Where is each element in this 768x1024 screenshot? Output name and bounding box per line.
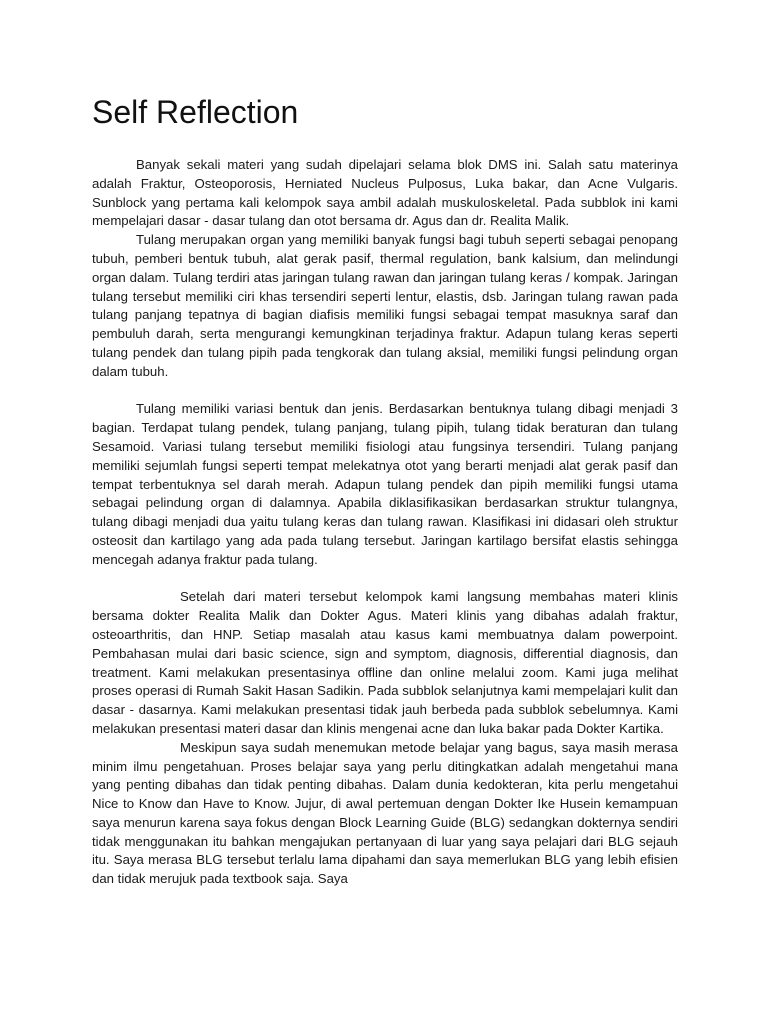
paragraph: Tulang memiliki variasi bentuk dan jenis. Berdasarkan bentuknya tulang dibagi menjadi 3 bagian. Terdapat tulang pendek, tulang panjang, tulang pipih, tulang tidak beraturan dan tulang Sesamoid. Variasi tulang tersebut memiliki fisiologi atau fungsinya tersendiri. Tulang panjang memiliki sejumlah fungsi seperti tempat melekatnya otot yang berarti menjadi alat gerak pasif dan tempat terbentuknya sel darah merah. Adapun tulang pendek dan pipih memiliki fungsi utama sebagai pelindung organ di dalamnya. Apabila diklasifikasikan berdasarkan struktur tulangnya, tulang dibagi menjadi dua yaitu tulang keras dan tulang rawan. Klasifikasi ini didasari oleh struktur osteosit dan kartilago yang ada pada tulang tersebut. Jaringan kartilago bersifat elastis sehingga mencegah adanya fraktur pada tulang.	[92, 401, 678, 567]
document-title: Self Reflection	[92, 94, 299, 130]
document-body	[92, 156, 678, 889]
paragraph: Banyak sekali materi yang sudah dipelajari selama blok DMS ini. Salah satu materinya adalah Fraktur, Osteoporosis, Herniated Nucleus Pulposus, Luka bakar, dan Acne Vulgaris. Sunblock yang pertama kali kelompok saya ambil adalah muskuloskeletal. Pada subblok ini kami mempelajari dasar - dasar tulang dan otot bersama dr. Agus dan dr. Realita Malik.	[92, 157, 678, 229]
paragraph: Tulang merupakan organ yang memiliki banyak fungsi bagi tubuh seperti sebagai penopang tubuh, pemberi bentuk tubuh, alat gerak pasif, thermal regulation, bank kalsium, dan melindungi organ dalam. Tulang terdiri atas jaringan tulang rawan dan jaringan tulang keras / kompak. Jaringan tulang tersebut memiliki ciri khas tersendiri seperti lentur, elastis, dsb. Jaringan tulang rawan pada tulang panjang tepatnya di bagian diafisis memiliki fungsi sebagai tempat masuknya saraf dan pembuluh darah, serta mengurangi kemungkinan terjadinya fraktur. Adapun tulang keras seperti tulang pendek dan tulang pipih pada tengkorak dan tulang aksial, memiliki fungsi pelindung organ dalam tubuh.	[92, 232, 678, 379]
paragraph: Meskipun saya sudah menemukan metode belajar yang bagus, saya masih merasa minim ilmu pengetahuan. Proses belajar saya yang perlu ditingkatkan adalah mengetahui mana yang penting dibahas dan tidak penting dibahas. Dalam dunia kedokteran, kita perlu mengetahui Nice to Know dan Have to Know. Jujur, di awal pertemuan dengan Dokter Ike Husein kemampuan saya menurun karena saya fokus dengan Block Learning Guide (BLG) sedangkan dokternya sendiri tidak menggunakan itu bahkan mengajukan pertanyaan di luar yang saya pelajari dari BLG sejauh itu. Saya merasa BLG tersebut terlalu lama dipahami dan saya memerlukan BLG yang lebih efisien dan tidak merujuk pada textbook saja. Saya	[92, 739, 678, 887]
paragraph: Setelah dari materi tersebut kelompok kami langsung membahas materi klinis bersama dokter Realita Malik dan Dokter Agus. Materi klinis yang dibahas adalah fraktur, osteoarthritis, dan HNP. Setiap masalah atau kasus kami membuatnya dalam powerpoint. Pembahasan mulai dari basic science, sign and symptom, diagnosis, differential diagnosis, dan treatment. Kami melakukan presentasinya offline dan online melalui zoom. Kami juga melihat proses operasi di Rumah Sakit Hasan Sadikin. Pada subblok selanjutnya kami mempelajari kulit dan dasar - dasarnya. Kami melakukan presentasi tidak jauh berbeda pada subblok sebelumnya. Kami melakukan presentasi materi dasar dan klinis mengenai acne dan luka bakar pada Dokter Kartika.	[92, 589, 678, 736]
